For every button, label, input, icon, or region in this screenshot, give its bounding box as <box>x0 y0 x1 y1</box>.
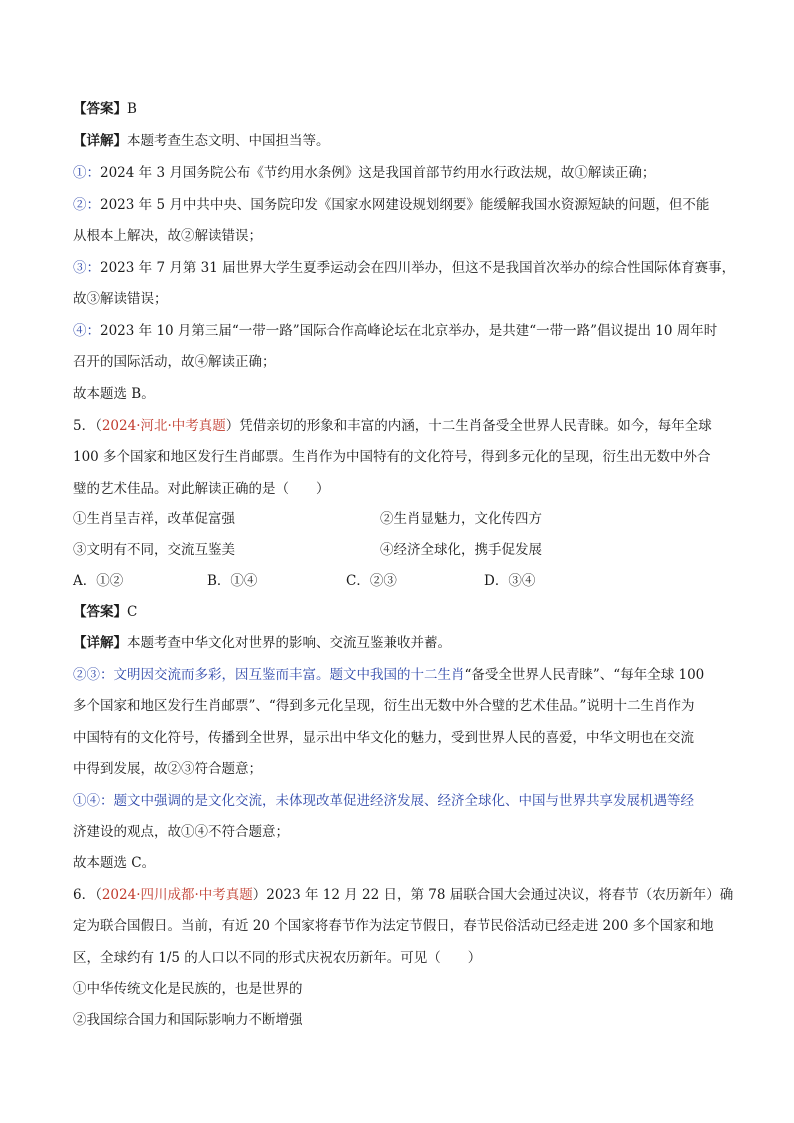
analysis-highlight: 题文中强调的是文化交流，未体现改革促进经济发展、经济全球化、中国与世界共享发展机遇等经 <box>113 793 694 809</box>
question-5-stem <box>73 417 712 435</box>
analysis-line <box>73 196 709 214</box>
analysis-continuation: 召开的国际活动，故④解读正确； <box>73 354 276 370</box>
analysis-mark: ①： <box>73 165 100 181</box>
question-6-stem-line: 区，全球约有 1/5 的人口以不同的形式庆祝农历新年。可见（ ） <box>73 950 482 966</box>
question-5-stem-line: 100 多个国家和地区发行生肖邮票。生肖作为中国特有的文化符号，得到多元化的呈现，衍生出无数中外合 <box>73 449 711 465</box>
answer-label: 【答案】 <box>73 604 127 620</box>
question-number: 6．（ <box>73 887 102 903</box>
question-6-stem <box>73 886 733 904</box>
analysis-continuation: 济建设的观点，故①④不符合题意； <box>73 824 289 840</box>
analysis-continuation: 中国特有的文化符号，传播到全世界，显示出中华文化的魅力，受到世界人民的喜爱，中华文明也在交流 <box>73 730 694 746</box>
choice-d: D．③④ <box>484 573 536 589</box>
choice-b: B．①④ <box>207 573 258 589</box>
analysis-line <box>73 666 704 684</box>
question-source: 2024·四川成都·中考真题 <box>101 887 253 903</box>
analysis-line <box>73 322 717 340</box>
analysis-text: 2024 年 3 月国务院公布《节约用水条例》这是我国首部节约用水行政法规，故①解读正确； <box>100 165 656 181</box>
question-text: ）凭借亲切的形象和丰富的内涵，十二生肖备受全世界人民青睐。如今，每年全球 <box>225 418 712 434</box>
conclusion: 故本题选 B。 <box>73 386 155 402</box>
analysis-text: “备受全世界人民青睐”、“每年全球 100 <box>464 667 705 683</box>
option-4: ④经济全球化，携手促发展 <box>380 542 542 558</box>
analysis-highlight: 文明因交流而多彩，因互鉴而丰富。题文中我国的十二生肖 <box>113 667 465 683</box>
analysis-line <box>73 259 735 277</box>
option-1: ①生肖呈吉祥，改革促富强 <box>73 511 235 527</box>
analysis-mark: ①④： <box>73 793 114 809</box>
analysis-continuation: 故③解读错误； <box>73 291 168 307</box>
detail-line <box>73 634 451 652</box>
option-3: ③文明有不同，交流互鉴美 <box>73 542 235 558</box>
analysis-mark: ④： <box>73 323 100 339</box>
answer-value: C <box>127 604 138 620</box>
option-1: ①中华传统文化是民族的，也是世界的 <box>73 981 303 997</box>
detail-line <box>73 132 330 150</box>
answer-value: B <box>127 101 137 117</box>
option-2: ②生肖显魅力，文化传四方 <box>380 511 542 527</box>
question-source: 2024·河北·中考真题 <box>101 418 226 434</box>
answer-label: 【答案】 <box>73 101 127 117</box>
analysis-mark: ③： <box>73 260 100 276</box>
detail-label: 【详解】 <box>73 133 127 149</box>
answer-line <box>73 100 137 118</box>
analysis-continuation: 中得到发展，故②③符合题意； <box>73 761 262 777</box>
question-text: ）2023 年 12 月 22 日，第 78 届联合国大会通过决议，将春节（农历新年）确 <box>252 887 734 903</box>
question-number: 5．（ <box>73 418 102 434</box>
detail-label: 【详解】 <box>73 635 127 651</box>
conclusion: 故本题选 C。 <box>73 855 156 871</box>
analysis-line <box>73 792 694 810</box>
option-2: ②我国综合国力和国际影响力不断增强 <box>73 1012 303 1028</box>
question-6-stem-line: 定为联合国假日。当前，有近 20 个国家将春节作为法定节假日，春节民俗活动已经走进 200 多个国家和地 <box>73 918 714 934</box>
analysis-text: 2023 年 5 月中共中央、国务院印发《国家水网建设规划纲要》能缓解我国水资源短缺的问题，但不能 <box>100 197 710 213</box>
detail-text: 本题考查中华文化对世界的影响、交流互鉴兼收并蓄。 <box>127 635 451 651</box>
analysis-mark: ②③： <box>73 667 114 683</box>
analysis-text: 2023 年 10 月第三届“一带一路”国际合作高峰论坛在北京举办，是共建“一带一路”倡议提出 10 周年时 <box>100 323 718 339</box>
answer-line <box>73 603 137 621</box>
choice-c: C．②③ <box>346 573 397 589</box>
question-5-stem-line: 璧的艺术佳品。对此解读正确的是（ ） <box>73 481 330 497</box>
analysis-line <box>73 164 655 182</box>
analysis-mark: ②： <box>73 197 100 213</box>
analysis-continuation: 多个国家和地区发行生肖邮票”、“得到多元化呈现，衍生出无数中外合璧的艺术佳品。”说明十二生肖作为 <box>73 698 695 714</box>
detail-text: 本题考查生态文明、中国担当等。 <box>127 133 330 149</box>
choice-a: A．①② <box>73 573 124 589</box>
analysis-text: 2023 年 7 月第 31 届世界大学生夏季运动会在四川举办，但这不是我国首次举办的综合性国际体育赛事， <box>100 260 736 276</box>
analysis-continuation: 从根本上解决，故②解读错误； <box>73 228 262 244</box>
